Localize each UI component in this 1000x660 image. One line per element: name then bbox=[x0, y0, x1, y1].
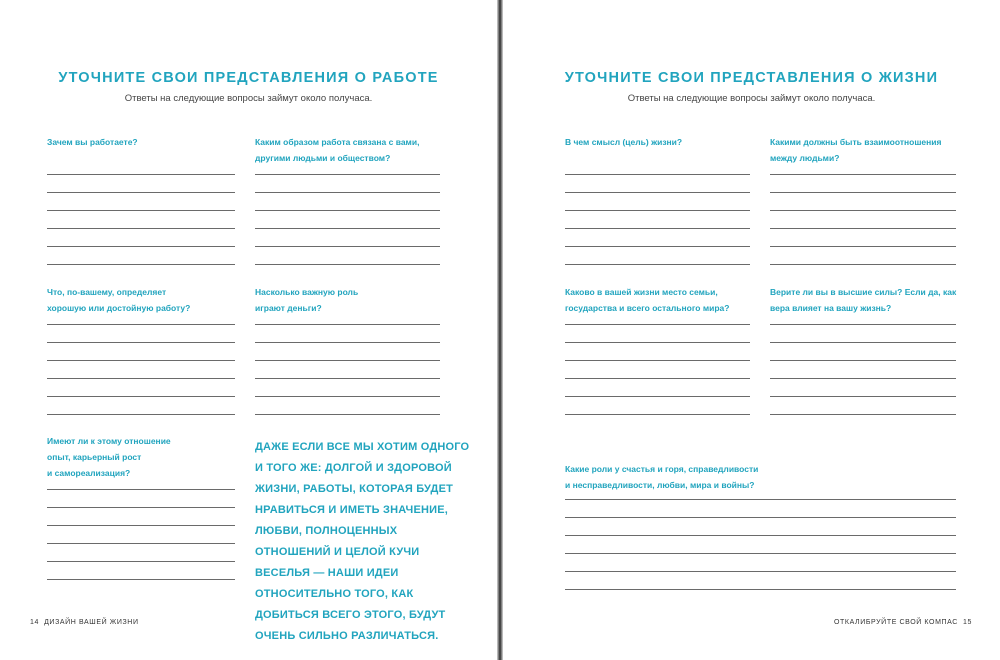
page-number: 15 bbox=[963, 619, 972, 626]
left-footer bbox=[30, 619, 139, 626]
answer-lines[interactable] bbox=[47, 307, 235, 415]
question-work-connection: Каким образом работа связана с вами, другими людьми и обществом? bbox=[255, 137, 420, 163]
answer-lines[interactable] bbox=[565, 157, 750, 265]
right-page bbox=[503, 0, 1000, 660]
answer-lines[interactable] bbox=[47, 472, 235, 580]
answer-lines[interactable] bbox=[255, 307, 440, 415]
answer-lines[interactable] bbox=[255, 157, 440, 265]
answer-lines[interactable] bbox=[565, 307, 750, 415]
left-page-subtitle: Ответы на следующие вопросы займут около получаса. bbox=[124, 93, 373, 104]
question-relationships: Какими должны быть взаимоотношения между людьми? bbox=[770, 137, 942, 163]
question-why-work: Зачем вы работаете? bbox=[47, 137, 138, 147]
pull-quote: ДАЖЕ ЕСЛИ ВСЕ МЫ ХОТИМ ОДНОГО И ТОГО ЖЕ: ДОЛГОЙ И ЗДОРОВОЙ ЖИЗНИ, РАБОТЫ, КОТОРАЯ БУДЕТ НРАВИТЬСЯ И ИМЕТЬ ЗНАЧЕНИЕ, ЛЮБВИ, ПОЛНОЦЕННЫХ ОТНОШЕНИЙ И ЦЕЛОЙ КУЧИ ВЕСЕЛЬЯ — НАШИ ИДЕИ ОТНОСИТЕЛЬНО ТОГО, КАК ДОБИТЬСЯ ВСЕГО ЭТОГО, БУДУТ ОЧЕНЬ СИЛЬНО РАЗЛИЧАТЬСЯ. bbox=[255, 441, 470, 642]
question-good-work: Что, по-вашему, определяет хорошую или достойную работу? bbox=[47, 287, 191, 313]
left-page-title: УТОЧНИТЕ СВОИ ПРЕДСТАВЛЕНИЯ О РАБОТЕ bbox=[58, 70, 439, 86]
question-family-state-world: Каково в вашей жизни место семьи, государства и всего остального мира? bbox=[565, 287, 730, 313]
answer-lines[interactable] bbox=[770, 157, 956, 265]
question-higher-powers: Верите ли вы в высшие силы? Если да, как вера влияет на вашу жизнь? bbox=[770, 287, 957, 313]
page-number: 14 bbox=[30, 619, 39, 626]
running-head: ДИЗАЙН ВАШЕЙ ЖИЗНИ bbox=[44, 619, 139, 626]
left-page bbox=[0, 0, 497, 660]
answer-lines[interactable] bbox=[47, 157, 235, 265]
right-page-subtitle: Ответы на следующие вопросы займут около получаса. bbox=[627, 93, 876, 104]
question-experience-growth: Имеют ли к этому отношение опыт, карьерный рост и самореализация? bbox=[47, 436, 171, 478]
right-page-title: УТОЧНИТЕ СВОИ ПРЕДСТАВЛЕНИЯ О ЖИЗНИ bbox=[564, 70, 939, 86]
running-head: ОТКАЛИБРУЙТЕ СВОЙ КОМПАС bbox=[833, 619, 958, 626]
question-roles-happiness: Какие роли у счастья и горя, справедливости и несправедливости, любви, мира и войны? bbox=[565, 464, 759, 490]
question-meaning-of-life: В чем смысл (цель) жизни? bbox=[565, 137, 683, 147]
answer-lines[interactable] bbox=[770, 307, 956, 415]
right-footer bbox=[834, 619, 972, 626]
question-money-role: Насколько важную роль играют деньги? bbox=[255, 287, 359, 313]
answer-lines[interactable] bbox=[565, 482, 956, 590]
